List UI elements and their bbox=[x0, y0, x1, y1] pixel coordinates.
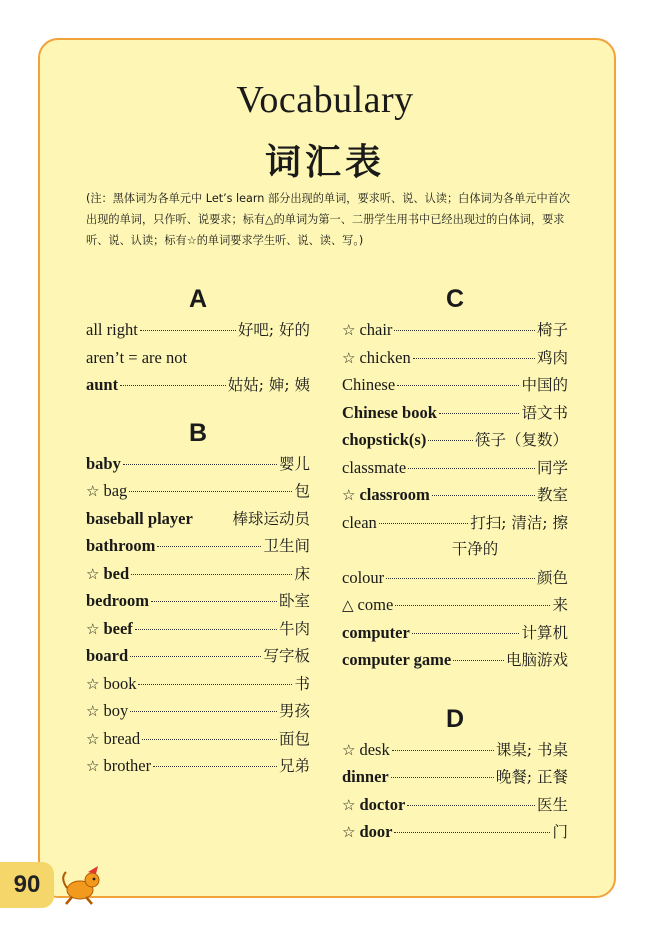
vocab-word: desk bbox=[359, 739, 390, 759]
dot-leader bbox=[397, 385, 519, 386]
star-marker-icon: ☆ bbox=[342, 795, 356, 814]
vocab-meaning: 医生 bbox=[536, 795, 568, 814]
vocab-word: chopstick(s) bbox=[342, 430, 427, 449]
star-marker-icon: ☆ bbox=[342, 348, 356, 367]
star-marker-icon: ☆ bbox=[86, 757, 100, 775]
vocab-entry bbox=[342, 399, 568, 427]
vocab-meaning: 打扫; 清洁; 擦 bbox=[470, 513, 568, 532]
dot-leader bbox=[407, 805, 535, 806]
vocab-word: boy bbox=[103, 701, 129, 720]
dot-leader bbox=[138, 684, 292, 685]
section-letter-d: D bbox=[445, 704, 465, 733]
dot-leader bbox=[395, 605, 550, 606]
dot-leader bbox=[453, 660, 504, 661]
dot-leader bbox=[379, 523, 468, 524]
section-a-list bbox=[86, 316, 310, 399]
vocab-meaning: 鸡肉 bbox=[536, 348, 568, 367]
vocab-entry bbox=[86, 450, 310, 478]
vocab-meaning: 棒球运动员 bbox=[232, 509, 310, 528]
vocab-word: bread bbox=[103, 728, 141, 748]
dot-leader bbox=[157, 546, 261, 547]
dot-leader bbox=[413, 358, 535, 359]
vocab-entry bbox=[86, 642, 310, 670]
dot-leader bbox=[428, 440, 473, 441]
vocab-entry bbox=[342, 426, 568, 454]
star-marker-icon: ☆ bbox=[342, 321, 356, 339]
right-column bbox=[342, 282, 568, 846]
star-marker-icon: ☆ bbox=[86, 619, 100, 638]
star-marker-icon: ☆ bbox=[86, 482, 100, 500]
vocab-meaning: 床 bbox=[294, 564, 310, 583]
vocab-word: baseball player bbox=[86, 508, 193, 528]
dot-leader bbox=[408, 468, 535, 469]
vocab-entry bbox=[342, 591, 568, 619]
dot-leader bbox=[123, 464, 277, 465]
vocab-entry bbox=[86, 670, 310, 698]
vocab-meaning: 书 bbox=[294, 674, 310, 693]
vocab-word: classroom bbox=[359, 485, 430, 504]
page-title-chinese: 词汇表 bbox=[264, 142, 385, 183]
vocab-entry bbox=[86, 505, 310, 533]
vocab-word: computer bbox=[342, 622, 410, 642]
vocab-meaning: 中国的 bbox=[521, 376, 568, 394]
vocab-meaning: 面包 bbox=[278, 729, 310, 748]
dot-leader bbox=[129, 491, 292, 492]
star-marker-icon: ☆ bbox=[86, 564, 100, 583]
dot-leader bbox=[142, 739, 277, 740]
vocab-entry bbox=[86, 532, 310, 560]
star-marker-icon: ☆ bbox=[342, 740, 356, 759]
dot-leader bbox=[120, 385, 226, 386]
vocab-entry bbox=[86, 477, 310, 505]
section-b-list bbox=[86, 450, 310, 780]
vocab-entry bbox=[86, 725, 310, 753]
dot-leader bbox=[394, 330, 535, 331]
vocab-word: baby bbox=[86, 453, 121, 473]
vocab-meaning: 计算机 bbox=[521, 623, 568, 642]
vocab-meaning: 写字板 bbox=[263, 647, 310, 665]
dot-leader bbox=[151, 601, 277, 602]
star-marker-icon: ☆ bbox=[86, 702, 100, 720]
vocab-word: computer game bbox=[342, 650, 452, 669]
dot-leader bbox=[394, 832, 550, 833]
star-marker-icon: ☆ bbox=[86, 729, 100, 748]
vocab-meaning: 好吧; 好的 bbox=[237, 321, 310, 339]
vocab-word: board bbox=[86, 646, 129, 665]
vocab-word: clean bbox=[342, 512, 377, 532]
vocab-word: bed bbox=[103, 563, 130, 583]
page-title-english: Vocabulary bbox=[236, 79, 414, 121]
vocab-meaning: 兄弟 bbox=[278, 757, 310, 775]
vocab-meaning: 同学 bbox=[536, 458, 568, 477]
dot-leader bbox=[140, 330, 236, 331]
vocab-meaning: 筷子（复数） bbox=[474, 431, 568, 449]
vocab-entry bbox=[342, 371, 568, 399]
triangle-marker-icon: △ bbox=[342, 596, 354, 614]
vocab-word: Chinese bbox=[342, 375, 396, 394]
vocab-entry bbox=[342, 509, 568, 537]
star-marker-icon: ☆ bbox=[86, 674, 100, 693]
vocab-word: bedroom bbox=[86, 591, 149, 610]
star-marker-icon: ☆ bbox=[342, 486, 356, 504]
vocab-word: brother bbox=[103, 756, 152, 775]
vocab-meaning: 课桌; 书桌 bbox=[495, 740, 568, 759]
vocab-word: dinner bbox=[342, 767, 389, 786]
vocab-word: bag bbox=[103, 481, 128, 500]
vocab-meaning: 卫生间 bbox=[263, 537, 310, 555]
vocab-entry bbox=[342, 316, 568, 344]
vocab-entry bbox=[342, 344, 568, 372]
vocab-word: chair bbox=[359, 320, 393, 339]
vocab-entry bbox=[342, 791, 568, 819]
vocab-entry bbox=[342, 619, 568, 647]
vocab-entry bbox=[342, 564, 568, 592]
dot-leader bbox=[392, 750, 494, 751]
page-number: 90 bbox=[0, 862, 54, 908]
vocab-meaning: 来 bbox=[552, 596, 568, 614]
vocab-word: doctor bbox=[359, 794, 406, 814]
dot-leader bbox=[153, 766, 277, 767]
vocab-entry bbox=[86, 697, 310, 725]
section-letter-a: A bbox=[188, 285, 208, 313]
vocab-word: bathroom bbox=[86, 536, 156, 555]
vocab-word: aren’t = are not bbox=[86, 347, 188, 367]
dot-leader bbox=[130, 711, 277, 712]
vocab-meaning: 教室 bbox=[536, 486, 568, 504]
vocab-entry bbox=[342, 454, 568, 482]
section-letter-c: C bbox=[445, 285, 465, 313]
vocab-meaning: 婴儿 bbox=[278, 454, 310, 473]
dot-leader bbox=[412, 633, 520, 634]
vocab-meaning: 卧室 bbox=[278, 592, 310, 610]
vocab-word: come bbox=[357, 595, 394, 614]
vocab-entry bbox=[86, 560, 310, 588]
section-c-list bbox=[342, 316, 568, 674]
vocab-meaning: 电脑游戏 bbox=[505, 651, 568, 669]
vocab-word: book bbox=[103, 673, 137, 693]
vocab-entry bbox=[86, 615, 310, 643]
vocab-entry bbox=[86, 371, 310, 399]
dot-leader bbox=[391, 777, 494, 778]
vocab-meaning: 男孩 bbox=[278, 702, 310, 720]
vocab-word: classmate bbox=[342, 457, 407, 477]
vocab-word: door bbox=[359, 822, 393, 841]
dot-leader bbox=[432, 495, 535, 496]
vocab-word: aunt bbox=[86, 375, 119, 394]
vocab-meaning-continued: 干净的 bbox=[451, 540, 499, 558]
dot-leader bbox=[386, 578, 535, 579]
vocab-entry bbox=[342, 646, 568, 674]
vocab-entry bbox=[342, 736, 568, 764]
vocab-entry bbox=[342, 763, 568, 791]
dot-leader bbox=[131, 574, 292, 575]
vocab-word: beef bbox=[103, 618, 133, 638]
vocab-entry bbox=[342, 818, 568, 846]
vocab-meaning: 门 bbox=[552, 823, 568, 841]
monkey-mascot-icon bbox=[58, 864, 106, 906]
dot-leader bbox=[439, 413, 520, 414]
vocab-entry bbox=[86, 344, 310, 372]
vocab-meaning: 颜色 bbox=[536, 568, 568, 587]
vocab-word: colour bbox=[342, 567, 385, 587]
vocab-meaning: 包 bbox=[294, 482, 310, 500]
star-marker-icon: ☆ bbox=[342, 823, 356, 841]
dot-leader bbox=[135, 629, 277, 630]
vocab-entry bbox=[86, 316, 310, 344]
section-d-list bbox=[342, 736, 568, 846]
vocab-meaning: 语文书 bbox=[521, 403, 568, 422]
section-letter-b: B bbox=[188, 418, 208, 447]
vocab-meaning: 姑姑; 婶; 姨 bbox=[227, 376, 310, 394]
vocab-entry bbox=[86, 752, 310, 780]
vocab-word: all right bbox=[86, 320, 138, 339]
vocab-word: Chinese book bbox=[342, 402, 437, 422]
vocab-entry bbox=[86, 587, 310, 615]
dot-leader bbox=[130, 656, 261, 657]
left-column bbox=[86, 282, 310, 780]
vocab-meaning: 椅子 bbox=[536, 321, 568, 339]
vocab-meaning: 牛肉 bbox=[278, 619, 310, 638]
vocab-meaning: 晚餐; 正餐 bbox=[495, 768, 568, 786]
vocab-word: chicken bbox=[359, 347, 411, 367]
vocab-entry bbox=[342, 481, 568, 509]
usage-note: (注：黑体词为各单元中 Let’s learn 部分出现的单词，要求听、说、认读；白体词为各单元中首次出现的单词，只作听、说要求；标有△的单词为第一、二册学生用书中已经出现过的白体词，要求听、说、认读；标有☆的单词要求学生听、说、读、写。) bbox=[86, 192, 571, 247]
